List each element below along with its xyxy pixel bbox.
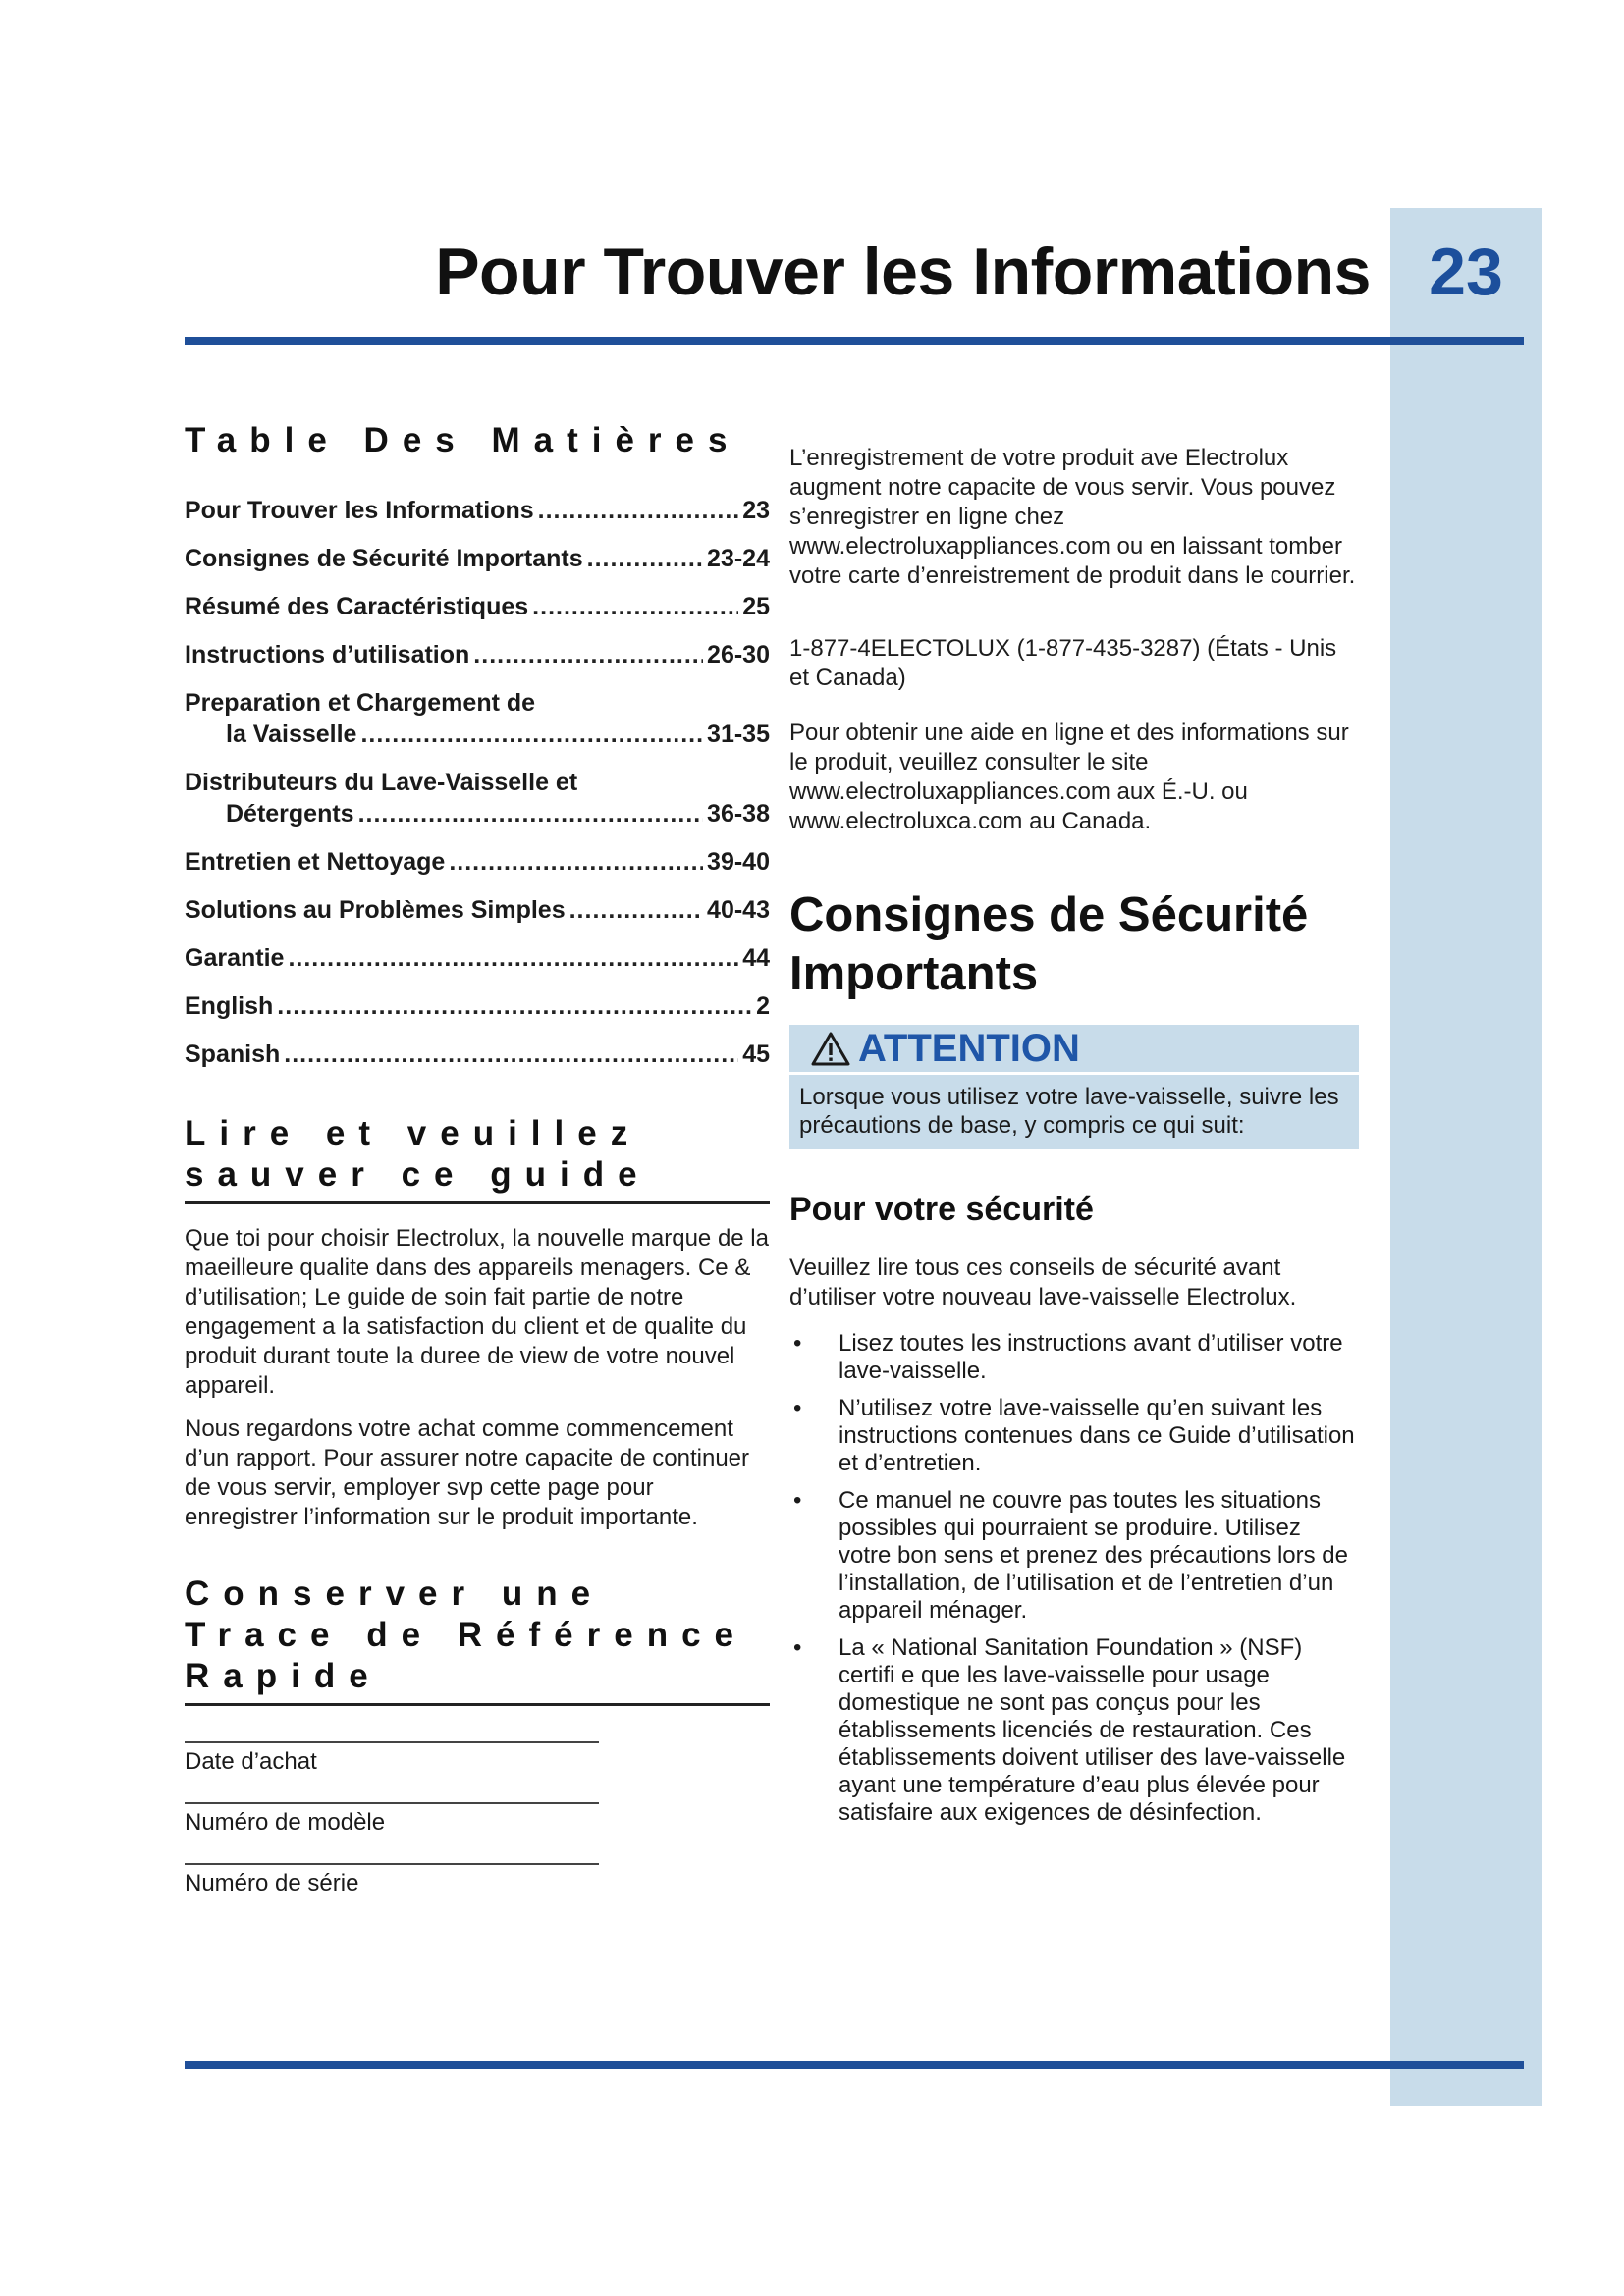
toc-heading: Table Des Matières xyxy=(185,421,741,459)
guide-paragraph: Que toi pour choisir Electrolux, la nouvelle marque de la maeilleure qualite dans des appareils menagers. Ce & d’utilisation; Le guide de soin fait partie de notre engagement a la satisfaction du client et de qualite du produit durant toute la duree de view de votre nouvel appareil. xyxy=(185,1225,769,1399)
bullet-icon: • xyxy=(793,1395,802,1421)
bullet-icon: • xyxy=(793,1634,802,1661)
toc-leader xyxy=(358,798,703,829)
list-item xyxy=(789,1634,1359,1827)
toc-leader xyxy=(284,1039,738,1070)
bottom-rule xyxy=(185,2061,1524,2069)
bullet-text: N’utilisez votre lave-vaisselle qu’en suivant les instructions contenues dans ce Guide d’utilisation et d’entretien. xyxy=(839,1395,1355,1476)
toc-entry[interactable] xyxy=(185,543,770,574)
toc-entry[interactable] xyxy=(185,687,770,750)
field-line xyxy=(185,1802,599,1804)
toc-entry-title: Preparation et Chargement de xyxy=(185,689,536,717)
bullet-text: Ce manuel ne couvre pas toutes les situations possibles qui pourraient se produire. Utilisez votre bon sens et prenez des précautions lors de l’installation, de l’utilisation et de l’entretien d’un appareil ménager. xyxy=(839,1487,1348,1624)
toc-leader xyxy=(538,495,739,526)
field-line xyxy=(185,1741,599,1743)
toc-entry-title: Consignes de Sécurité Importants xyxy=(185,545,583,572)
page-number: 23 xyxy=(1429,235,1503,309)
purchase-date-label: Date d’achat xyxy=(185,1748,317,1775)
side-band xyxy=(1390,208,1542,2106)
toc-leader xyxy=(532,591,738,622)
page-title: Pour Trouver les Informations xyxy=(435,235,1371,309)
toc-entry-page: 40-43 xyxy=(707,896,770,924)
toc-entry[interactable] xyxy=(185,894,770,926)
toc-leader xyxy=(360,719,703,750)
table-of-contents xyxy=(185,495,770,1070)
toc-entry[interactable] xyxy=(185,1039,770,1070)
toc-entry[interactable] xyxy=(185,591,770,622)
warning-icon xyxy=(811,1031,850,1066)
guide-heading: Lire et veuillez sauver ce guide xyxy=(185,1113,770,1204)
toc-entry[interactable] xyxy=(185,495,770,526)
toc-entry[interactable] xyxy=(185,767,770,829)
toc-leader xyxy=(473,639,703,670)
toc-entry-page: 23 xyxy=(742,497,770,524)
list-item xyxy=(789,1487,1359,1625)
toc-entry-page: 26-30 xyxy=(707,641,770,668)
toc-entry[interactable] xyxy=(185,990,770,1022)
registration-paragraph: L’enregistrement de votre produit ave Electrolux augment notre capacite de vous servir. Vous pouvez s’enregistrer en ligne chez www.electroluxappliances.com ou en laissant tomber votre carte d’enreistrement de produit dans le courrier. xyxy=(789,445,1356,589)
toc-entry-page: 2 xyxy=(756,992,770,1020)
toc-leader xyxy=(587,543,703,574)
toc-entry-page: 23-24 xyxy=(707,545,770,572)
safety-bullets xyxy=(789,1330,1359,1827)
toc-leader xyxy=(277,990,752,1022)
toc-entry-continuation xyxy=(185,798,770,829)
attention-title xyxy=(789,1025,1359,1075)
toc-entry[interactable] xyxy=(185,942,770,974)
toc-entry-title: Instructions d’utilisation xyxy=(185,641,470,668)
left-column xyxy=(185,420,770,1924)
bullet-icon: • xyxy=(793,1487,802,1514)
attention-label: ATTENTION xyxy=(858,1027,1080,1070)
safety-heading: Consignes de Sécurité Importants xyxy=(789,888,1309,1000)
toc-entry-continuation xyxy=(185,719,770,750)
toc-entry-title: Pour Trouver les Informations xyxy=(185,497,534,524)
record-fields xyxy=(185,1741,770,1898)
record-heading: Conserver une Trace de Référence Rapide xyxy=(185,1574,770,1706)
safety-subheading: Pour votre sécurité xyxy=(789,1191,1094,1228)
field-line xyxy=(185,1863,599,1865)
toc-entry-page: 45 xyxy=(742,1041,770,1068)
serial-number-label: Numéro de série xyxy=(185,1870,359,1896)
toc-entry-page: 25 xyxy=(742,593,770,620)
toc-entry-title: Garantie xyxy=(185,944,285,972)
toc-leader xyxy=(288,942,738,974)
toc-entry-title: Solutions au Problèmes Simples xyxy=(185,896,566,924)
toc-entry-title: Distributeurs du Lave-Vaisselle et xyxy=(185,769,578,796)
toc-leader xyxy=(449,846,703,878)
safety-intro: Veuillez lire tous ces conseils de sécurité avant d’utiliser votre nouveau lave-vaisselle Electrolux. xyxy=(789,1255,1297,1310)
toc-entry-title: Résumé des Caractéristiques xyxy=(185,593,529,620)
phone-paragraph: 1-877-4ELECTOLUX (1-877-435-3287) (États - Unis et Canada) xyxy=(789,635,1337,691)
toc-entry[interactable] xyxy=(185,846,770,878)
attention-box xyxy=(789,1025,1359,1149)
bullet-text: La « National Sanitation Foundation » (NSF) certifi e que les lave-vaisselle pour usage domestique ne sont pas conçus pour les établissements licenciés de restauration. Ces établissements doivent utiliser des lave-vaisselle ayant une température d’eau plus élevée pour satisfaire aux exigences de désinfection. xyxy=(839,1634,1346,1826)
toc-entry-page: 39-40 xyxy=(707,848,770,876)
list-item xyxy=(789,1330,1359,1385)
bullet-text: Lisez toutes les instructions avant d’utiliser votre lave-vaisselle. xyxy=(839,1330,1343,1384)
model-number-label: Numéro de modèle xyxy=(185,1809,386,1836)
list-item xyxy=(789,1395,1359,1477)
toc-leader xyxy=(569,894,703,926)
bullet-icon: • xyxy=(793,1330,802,1357)
right-column xyxy=(789,444,1359,1837)
toc-entry[interactable] xyxy=(185,639,770,670)
toc-entry-page: 36-38 xyxy=(707,800,770,828)
toc-entry-title: Entretien et Nettoyage xyxy=(185,848,446,876)
attention-text: Lorsque vous utilisez votre lave-vaisselle, suivre les précautions de base, y compris ce qui suit: xyxy=(799,1084,1339,1139)
top-rule xyxy=(185,337,1524,345)
guide-body xyxy=(185,1224,770,1532)
guide-paragraph: Nous regardons votre achat comme commencement d’un rapport. Pour assurer notre capacite de continuer de vous servir, employer svp cette page pour enregistrer l’information sur le produit importante. xyxy=(185,1415,750,1530)
toc-entry-title: English xyxy=(185,992,274,1020)
online-help-paragraph: Pour obtenir une aide en ligne et des informations sur le produit, veuillez consulter le site www.electroluxappliances.com aux É.-U. ou www.electroluxca.com au Canada. xyxy=(789,720,1349,834)
toc-entry-title: Spanish xyxy=(185,1041,281,1068)
toc-entry-page: 31-35 xyxy=(707,721,770,748)
toc-entry-title-2: la Vaisselle xyxy=(226,721,357,748)
toc-entry-title-2: Détergents xyxy=(226,800,354,828)
toc-entry-page: 44 xyxy=(742,944,770,972)
